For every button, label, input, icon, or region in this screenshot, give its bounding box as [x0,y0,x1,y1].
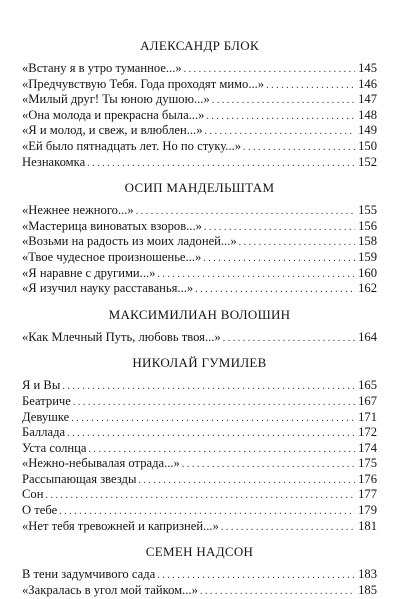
entry-title: «Нежно-небывалая отрада...» [22,456,180,471]
toc-entry[interactable] [22,123,377,139]
toc-entry[interactable] [22,92,377,108]
entry-page: 167 [358,393,377,408]
toc-entry[interactable] [22,583,377,599]
entry-page: 172 [358,425,377,440]
dot-leader [73,394,355,411]
entry-page: 171 [358,409,377,424]
toc-entry[interactable] [22,519,377,535]
entry-page: 158 [358,234,377,249]
entry-page: 148 [358,107,377,122]
entry-title: В тени задумчивого сада [22,567,156,582]
entry-title: Я и Вы [22,378,61,393]
dot-leader [182,456,355,473]
dot-leader [157,567,355,584]
dot-leader [157,266,355,283]
dot-leader [205,123,355,140]
toc-entry[interactable] [22,139,377,155]
dot-leader [243,139,355,156]
toc-entry[interactable] [22,219,377,235]
entry-page: 147 [358,92,377,107]
entry-page: 164 [358,329,377,344]
entry-page: 176 [358,471,377,486]
toc-entry[interactable] [22,61,377,77]
dot-leader [206,108,355,125]
toc-entry[interactable] [22,108,377,124]
section-spacer [22,297,377,306]
toc-entry[interactable] [22,472,377,488]
toc-entry[interactable] [22,155,377,171]
toc-entry[interactable] [22,503,377,519]
author-heading: МАКСИМИЛИАН ВОЛОШИН [108,306,291,322]
dot-leader [45,487,355,504]
author-heading: НИКОЛАЙ ГУМИЛЕВ [132,355,267,371]
dot-leader [67,425,355,442]
dot-leader [59,503,355,520]
dot-leader [203,250,355,267]
entry-page: 175 [358,456,377,471]
entry-title: «Мастерица виноватых взоров...» [22,218,202,233]
entry-title: «Возьми на радость из моих ладоней...» [22,234,237,249]
entry-title: «Как Млечный Путь, любовь твоя...» [22,329,221,344]
entry-page: 149 [358,123,377,138]
toc-section-blok [22,37,377,170]
entry-page: 152 [358,154,377,169]
entry-page: 179 [358,503,377,518]
dot-leader [136,203,355,220]
entry-page: 150 [358,138,377,153]
entry-page: 165 [358,378,377,393]
dot-leader [239,234,355,251]
toc-entry[interactable] [22,330,377,346]
toc-entry[interactable] [22,203,377,219]
entry-title: Рассыпающая звезды [22,471,137,486]
entry-title: «Я наравне с другими...» [22,265,156,280]
entry-title: «Встану я в утро туманное...» [22,61,182,75]
toc-entry[interactable] [22,77,377,93]
dot-leader [223,330,355,347]
entry-title: «Милый друг! Ты юною душою...» [22,92,210,107]
dot-leader [62,378,355,395]
toc-entry[interactable] [22,410,377,426]
author-heading: ОСИП МАНДЕЛЬШТАМ [124,180,275,196]
entry-title: «Она молода и прекрасна была...» [22,107,205,122]
dot-leader [212,92,355,109]
entry-page: 183 [358,567,377,582]
entry-title: Сон [22,487,44,502]
entry-page: 160 [358,265,377,280]
toc-entry[interactable] [22,234,377,250]
dot-leader [204,219,355,236]
entry-title: «Предчувствую Тебя. Года проходят мимо...» [22,76,265,91]
toc-entry[interactable] [22,425,377,441]
entry-title: «Нет тебя тревожней и капризней...» [22,518,219,533]
toc-section-nadson [22,543,377,598]
section-spacer [22,534,377,543]
entry-page: 145 [358,61,377,75]
entry-title: Незнакомка [22,154,86,169]
entry-page: 174 [358,440,377,455]
dot-leader [200,583,355,599]
dot-leader [138,472,355,489]
toc-entry[interactable] [22,266,377,282]
dot-leader [195,281,355,298]
toc-entry[interactable] [22,456,377,472]
entry-page: 159 [358,249,377,264]
toc-entry[interactable] [22,281,377,297]
entry-page: 146 [358,76,377,91]
entry-title: Баллада [22,425,66,440]
toc-entry[interactable] [22,567,377,583]
section-spacer [22,170,377,179]
dot-leader [88,441,355,458]
entry-title: Беатриче [22,393,71,408]
toc-entry[interactable] [22,487,377,503]
toc-section-voloshin [22,306,377,346]
dot-leader [184,61,355,78]
entry-title: «Я изучил науку расставанья...» [22,281,194,296]
entry-title: «Ей было пятнадцать лет. Но по стуку...» [22,138,242,153]
dot-leader [221,519,355,536]
entry-title: «Нежнее нежного...» [22,203,134,218]
author-heading: АЛЕКСАНДР БЛОК [140,38,259,53]
entry-title: «Я и молод, и свеж, и влюблен...» [22,123,203,138]
dot-leader [87,155,355,172]
dot-leader [71,410,355,427]
entry-title: Уста солнца [22,440,87,455]
entry-page: 185 [358,582,377,597]
entry-title: «Твое чудесное произношенье...» [22,249,202,264]
author-heading: СЕМЕН НАДСОН [145,544,254,560]
dot-leader [266,77,355,94]
toc-entry[interactable] [22,250,377,266]
toc-entry[interactable] [22,378,377,394]
table-of-contents [22,37,377,598]
section-spacer [22,345,377,354]
entry-page: 162 [358,281,377,296]
toc-entry[interactable] [22,394,377,410]
entry-page: 156 [358,218,377,233]
entry-title: Девушке [22,409,70,424]
entry-page: 181 [358,518,377,533]
entry-page: 177 [358,487,377,502]
entry-title: «Закралась в угол мой тайком...» [22,582,198,597]
entry-page: 155 [358,203,377,218]
toc-entry[interactable] [22,441,377,457]
toc-section-mandelstam [22,179,377,297]
toc-section-gumilev [22,354,377,534]
entry-title: О тебе [22,503,58,518]
